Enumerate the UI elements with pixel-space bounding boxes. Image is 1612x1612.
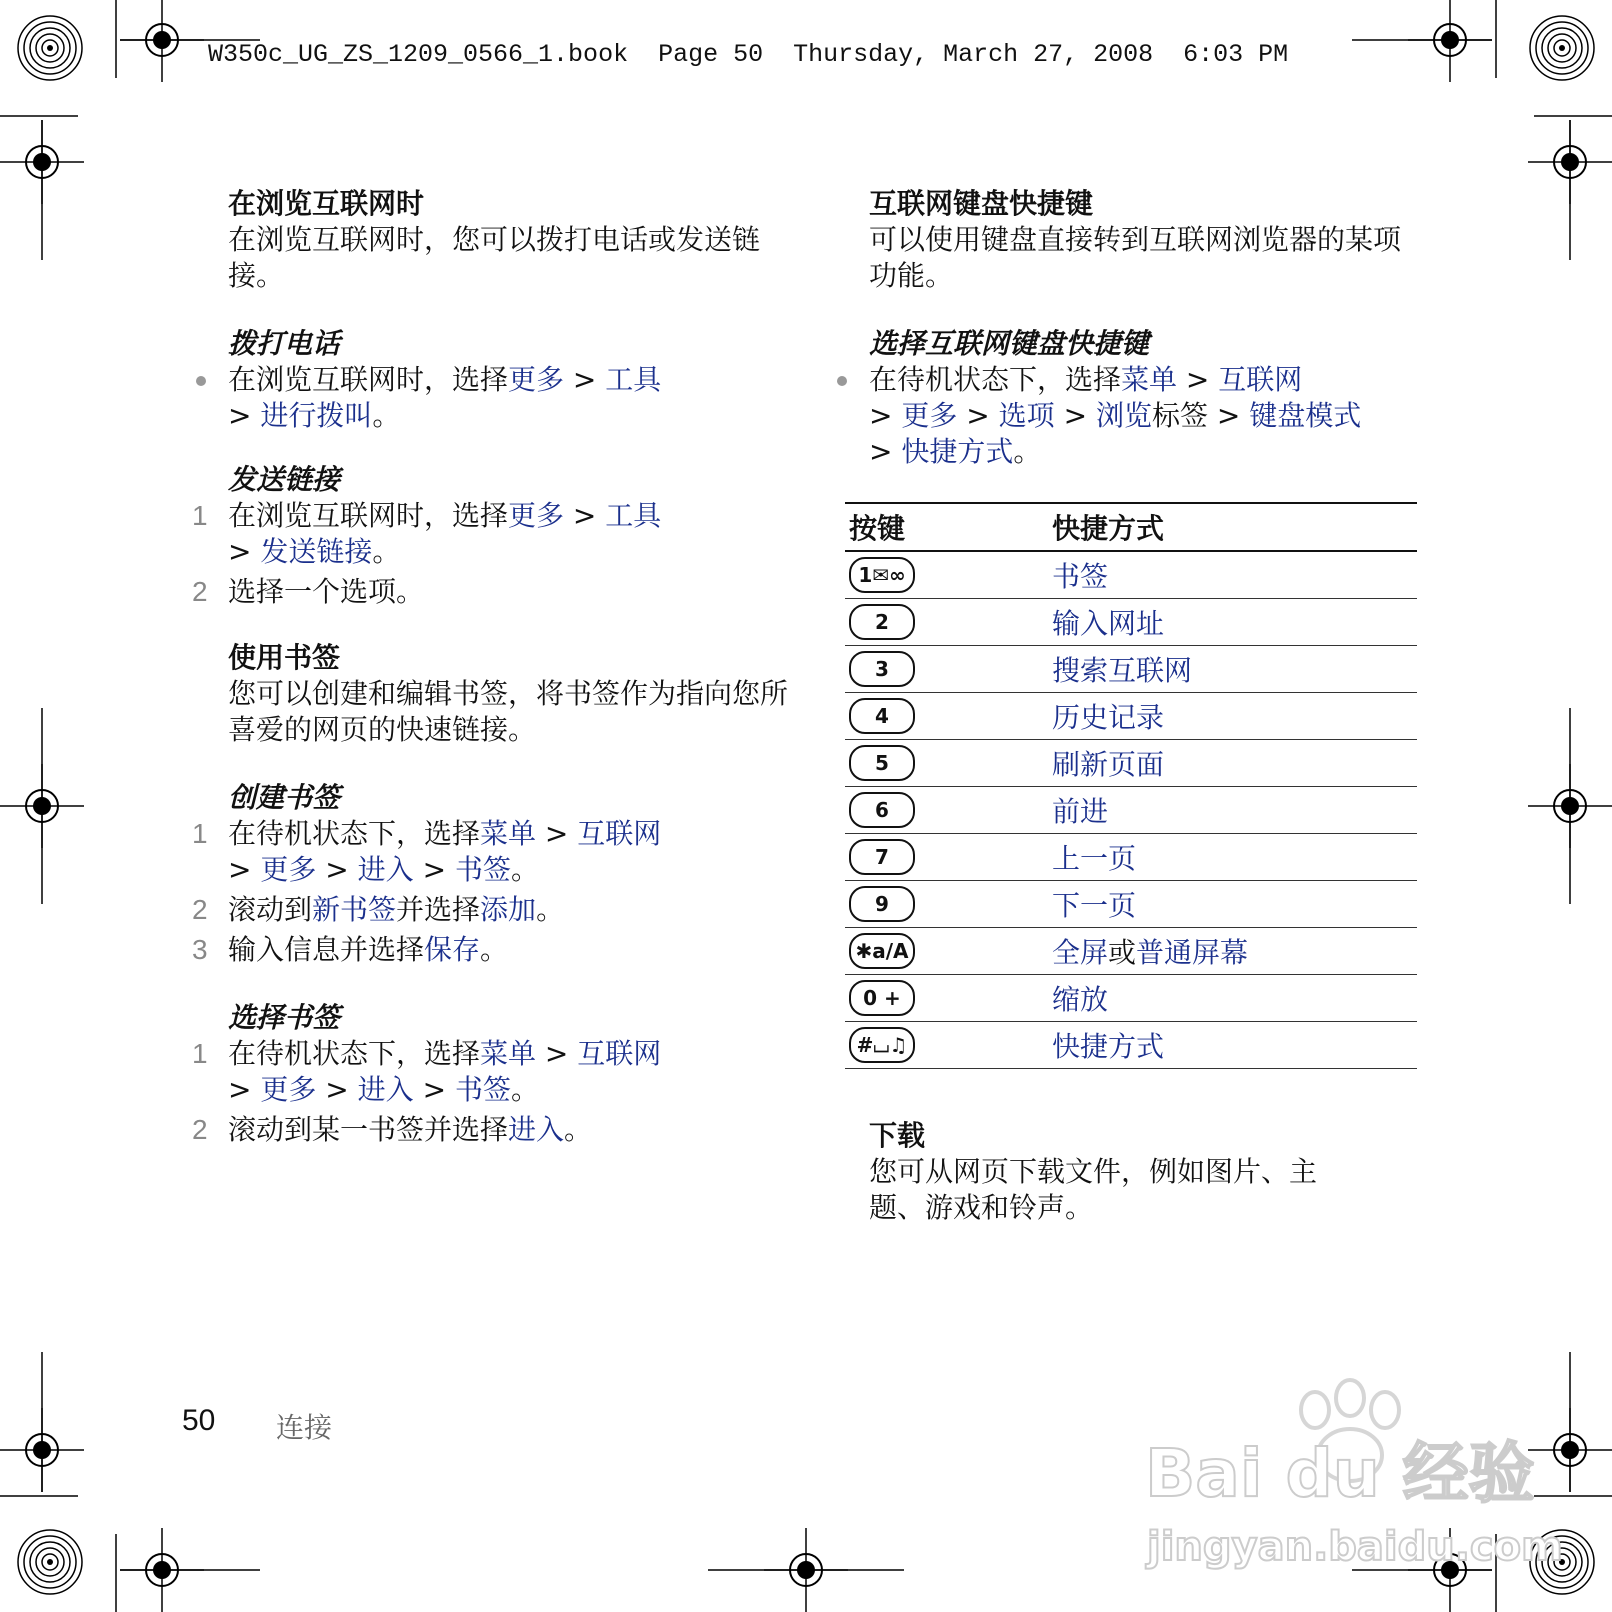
menu-link-options[interactable]: 选项 xyxy=(998,399,1055,432)
page-number: 50 xyxy=(182,1404,216,1437)
subsection-title-send-link: 发送链接 xyxy=(228,463,341,496)
menu-link-more[interactable]: 更多 xyxy=(508,363,565,396)
step-number: 1 xyxy=(192,1038,208,1069)
book-header-line: W350c_UG_ZS_1209_0566_1.book Page 50 Thursday, March 27, 2008 6:03 PM xyxy=(208,40,1289,69)
shortcut-action[interactable]: 上一页 xyxy=(1052,842,1137,875)
shortcut-action[interactable]: 历史记录 xyxy=(1052,701,1165,734)
list-item: 1 在待机状态下，选择菜单 > 互联网 > 更多 > 进入 > 书签。 xyxy=(192,817,662,886)
watermark-brand: Bai du 经验 xyxy=(1145,1435,1535,1512)
table-row xyxy=(845,787,1417,834)
list-item: 2 滚动到新书签并选择添加。 xyxy=(192,893,565,926)
section-body-browsing: 在浏览互联网时，您可以拨打电话或发送链接。 xyxy=(228,223,761,292)
menu-link-tools[interactable]: 工具 xyxy=(605,499,662,532)
watermark-url: jingyan.baidu.com xyxy=(1147,1524,1563,1570)
menu-link-internet[interactable]: 互联网 xyxy=(1218,363,1303,396)
step-number: 2 xyxy=(192,894,208,925)
section-title-bookmarks: 使用书签 xyxy=(228,641,341,674)
menu-link-send-link[interactable]: 发送链接 xyxy=(260,535,373,568)
column-header-action: 快捷方式 xyxy=(1048,503,1417,551)
section-body-shortcuts: 可以使用键盘直接转到互联网浏览器的某项功能。 xyxy=(869,223,1402,292)
menu-link-bookmarks[interactable]: 书签 xyxy=(454,853,511,886)
menu-link-more[interactable]: 更多 xyxy=(260,1073,317,1106)
table-row xyxy=(845,834,1417,881)
menu-link-keypad-mode[interactable]: 键盘模式 xyxy=(1249,399,1362,432)
subsection-title-call: 拨打电话 xyxy=(228,327,341,360)
table-row xyxy=(845,975,1417,1022)
shortcut-action[interactable]: 普通屏幕 xyxy=(1136,936,1249,969)
shortcut-action[interactable]: 前进 xyxy=(1052,795,1109,828)
baidu-watermark xyxy=(1145,1370,1563,1570)
menu-link-save[interactable]: 保存 xyxy=(424,933,481,966)
subsection-title-create-bookmark: 创建书签 xyxy=(228,781,341,814)
key-5-icon: 5 xyxy=(849,745,915,781)
step-number: 2 xyxy=(192,576,208,607)
section-body-bookmarks: 您可以创建和编辑书签，将书签作为指向您所喜爱的网页的快速链接。 xyxy=(228,677,789,746)
menu-link-go-to[interactable]: 进入 xyxy=(508,1113,565,1146)
subsection-title-select-bookmark: 选择书签 xyxy=(228,1001,341,1034)
key-9-icon: 9 xyxy=(849,886,915,922)
section-name: 连接 xyxy=(276,1411,333,1444)
list-item: 在浏览互联网时，选择更多 > 工具 > 进行拨叫。 xyxy=(228,362,828,434)
menu-link-internet[interactable]: 互联网 xyxy=(577,817,662,850)
key-1-icon: 1✉∞ xyxy=(849,557,915,593)
section-title-shortcuts: 互联网键盘快捷键 xyxy=(869,187,1094,220)
shortcut-action[interactable]: 输入网址 xyxy=(1052,607,1165,640)
table-row xyxy=(845,551,1417,599)
list-item: 1 在待机状态下，选择菜单 > 互联网 > 更多 > 进入 > 书签。 xyxy=(192,1037,662,1106)
key-0-icon: 0 + xyxy=(849,980,915,1016)
menu-link-browse[interactable]: 浏览 xyxy=(1095,399,1152,432)
download-section xyxy=(869,1118,1369,1226)
right-column xyxy=(869,186,1429,470)
key-4-icon: 4 xyxy=(849,698,915,734)
section-body-download: 您可从网页下载文件，例如图片、主题、游戏和铃声。 xyxy=(869,1155,1318,1224)
key-7-icon: 7 xyxy=(849,839,915,875)
menu-link-tools[interactable]: 工具 xyxy=(605,363,662,396)
list-item: 2 滚动到某一书签并选择进入。 xyxy=(192,1113,593,1146)
list-item: 在待机状态下，选择菜单 > 互联网 > 更多 > 选项 > 浏览标签 > 键盘模式 > 快捷方式。 xyxy=(869,362,1429,470)
menu-link-more[interactable]: 更多 xyxy=(508,499,565,532)
shortcut-action[interactable]: 书签 xyxy=(1052,560,1109,593)
table-row xyxy=(845,881,1417,928)
menu-link-go-to[interactable]: 进入 xyxy=(357,1073,414,1106)
table-row xyxy=(845,740,1417,787)
step-number: 1 xyxy=(192,818,208,849)
table-header-row xyxy=(845,503,1417,551)
shortcut-action[interactable]: 缩放 xyxy=(1052,983,1109,1016)
table-row xyxy=(845,1022,1417,1069)
shortcut-action[interactable]: 刷新页面 xyxy=(1052,748,1165,781)
menu-link-menu[interactable]: 菜单 xyxy=(480,817,537,850)
shortcut-action[interactable]: 下一页 xyxy=(1052,889,1137,922)
step-number: 3 xyxy=(192,934,208,965)
step-number: 1 xyxy=(192,500,208,531)
column-header-key: 按键 xyxy=(845,503,1048,551)
step-number: 2 xyxy=(192,1114,208,1145)
table-row: ✱a/A 全屏或普通屏幕 xyxy=(845,928,1417,975)
menu-link-menu[interactable]: 菜单 xyxy=(1121,363,1178,396)
section-title-download: 下载 xyxy=(869,1119,926,1152)
list-item: 1 在浏览互联网时，选择更多 > 工具 > 发送链接。 xyxy=(192,499,662,568)
key-2-icon: 2 xyxy=(849,604,915,640)
shortcut-action[interactable]: 快捷方式 xyxy=(1052,1030,1165,1063)
menu-link-shortcuts[interactable]: 快捷方式 xyxy=(901,435,1014,468)
key-6-icon: 6 xyxy=(849,792,915,828)
section-title-browsing: 在浏览互联网时 xyxy=(228,187,425,220)
table-row xyxy=(845,693,1417,740)
menu-link-go-to[interactable]: 进入 xyxy=(357,853,414,886)
shortcut-action[interactable]: 全屏 xyxy=(1052,936,1109,969)
menu-link-bookmarks[interactable]: 书签 xyxy=(454,1073,511,1106)
shortcut-action[interactable]: 搜索互联网 xyxy=(1052,654,1193,687)
menu-link-more[interactable]: 更多 xyxy=(260,853,317,886)
list-item: 3 输入信息并选择保存。 xyxy=(192,933,509,966)
shortcut-table xyxy=(845,502,1417,1069)
left-column xyxy=(192,186,828,1148)
table-row xyxy=(845,599,1417,646)
menu-link-add[interactable]: 添加 xyxy=(480,893,537,926)
menu-link-more[interactable]: 更多 xyxy=(901,399,958,432)
menu-link-make-call[interactable]: 进行拨叫 xyxy=(260,399,373,432)
menu-link-menu[interactable]: 菜单 xyxy=(480,1037,537,1070)
key-hash-icon: #⌴♫ xyxy=(849,1027,915,1063)
menu-link-new-bookmark[interactable]: 新书签 xyxy=(312,893,397,926)
key-star-icon: ✱a/A xyxy=(849,933,915,969)
bullet-icon xyxy=(837,376,847,386)
subsection-title-select-shortcuts: 选择互联网键盘快捷键 xyxy=(869,327,1150,360)
list-item: 2 选择一个选项。 xyxy=(192,575,425,608)
table-row xyxy=(845,646,1417,693)
bullet-icon xyxy=(196,376,206,386)
menu-link-internet[interactable]: 互联网 xyxy=(577,1037,662,1070)
key-3-icon: 3 xyxy=(849,651,915,687)
